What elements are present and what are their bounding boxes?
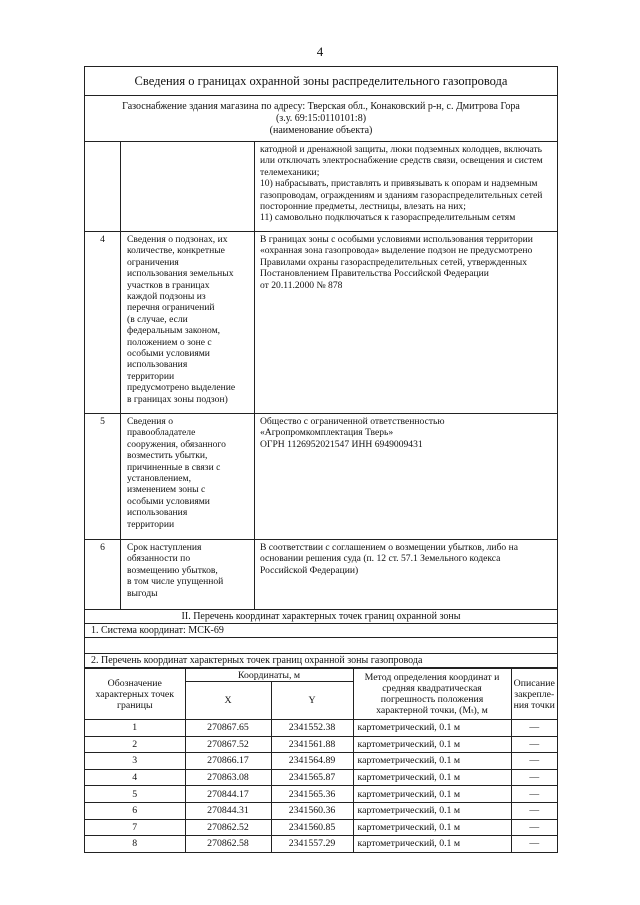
point-number: 5 bbox=[85, 786, 185, 803]
row-content-line: от 20.11.2000 № 878 bbox=[260, 279, 343, 291]
row-label-line: возмещению убытков, bbox=[127, 564, 218, 576]
point-number: 4 bbox=[85, 769, 185, 786]
coord-y: 2341565.36 bbox=[271, 786, 353, 803]
method-cell: картометрический, 0.1 м bbox=[353, 819, 511, 836]
row-label-line: установлением, bbox=[127, 473, 191, 485]
coord-y: 2341561.88 bbox=[271, 736, 353, 753]
row-number: 4 bbox=[85, 232, 121, 413]
coordinate-system: 1. Система координат: МСК-69 bbox=[85, 624, 557, 638]
info-row bbox=[85, 540, 557, 610]
head-point-line: Обозначение bbox=[107, 677, 162, 689]
document-table bbox=[84, 66, 558, 853]
row-label-line: ограничения bbox=[127, 256, 179, 268]
description-cell: — bbox=[511, 802, 557, 819]
row-label-line: в границах зоны подзон) bbox=[127, 393, 228, 405]
description-cell: — bbox=[511, 736, 557, 753]
row-content-line: «охранная зона газопровода» выделение подзон не предусмотрено bbox=[260, 245, 533, 257]
table-title: Сведения о границах охранной зоны распределительного газопровода bbox=[85, 67, 557, 96]
point-number: 6 bbox=[85, 802, 185, 819]
row-label-line: Сведения о подзонах, их bbox=[127, 234, 228, 245]
object-line: Газоснабжение здания магазина по адресу: Тверская обл., Конаковский р-н, с. Дмитрова Гора bbox=[122, 101, 520, 112]
row-label-line: использования bbox=[127, 359, 188, 371]
info-rows bbox=[85, 142, 557, 610]
coordinate-list-title: 2. Перечень координат характерных точек границ охранной зоны газопровода bbox=[85, 654, 557, 668]
head-desc-line: ния точки bbox=[513, 699, 555, 711]
row-label-line: каждой подзоны из bbox=[127, 291, 206, 303]
row-label-line: обязанности по bbox=[127, 553, 191, 565]
row-label-line: выгоды bbox=[127, 587, 158, 599]
row-content-line: В соответствии с соглашением о возмещении убытков, либо на bbox=[260, 542, 519, 553]
head-x: X bbox=[185, 682, 271, 720]
row-label-line: участков в границах bbox=[127, 279, 210, 291]
head-point bbox=[85, 669, 185, 720]
row-label-line: положением о зоне с bbox=[127, 336, 212, 348]
coord-x: 270867.52 bbox=[185, 736, 271, 753]
method-cell: картометрический, 0.1 м bbox=[353, 720, 511, 737]
coord-x: 270862.58 bbox=[185, 836, 271, 852]
coord-y: 2341560.36 bbox=[271, 802, 353, 819]
coord-x: 270863.08 bbox=[185, 769, 271, 786]
row-label bbox=[121, 540, 255, 609]
table-row bbox=[85, 736, 557, 753]
row-label bbox=[121, 232, 255, 413]
row-content-line: или отключать электроснабжение средств связи, освещения и систем bbox=[260, 155, 543, 167]
info-row bbox=[85, 142, 557, 232]
coordinates-body bbox=[85, 720, 557, 852]
row-content-line: В границах зоны с особыми условиями использования территории bbox=[260, 234, 533, 245]
head-method-line: Метод определения координат и bbox=[364, 672, 500, 683]
coord-y: 2341560.85 bbox=[271, 819, 353, 836]
row-label bbox=[121, 142, 255, 231]
head-method-line: средняя квадратическая bbox=[382, 683, 482, 694]
row-content-line: катодной и дренажной защиты, люки подземных колодцев, включать bbox=[260, 144, 543, 155]
table-row bbox=[85, 769, 557, 786]
row-content bbox=[255, 414, 557, 539]
row-label-line: использования bbox=[127, 507, 188, 519]
row-content-line: «Агропромкомплектация Тверь» bbox=[260, 427, 394, 439]
coord-x: 270866.17 bbox=[185, 753, 271, 770]
point-number: 8 bbox=[85, 836, 185, 852]
row-content-line: 11) самовольно подключаться к газораспределительным сетям bbox=[260, 212, 516, 224]
coord-x: 270844.31 bbox=[185, 802, 271, 819]
description-cell: — bbox=[511, 836, 557, 852]
method-cell: картометрический, 0.1 м bbox=[353, 736, 511, 753]
row-label-line: федеральным законом, bbox=[127, 325, 221, 337]
coord-x: 270867.65 bbox=[185, 720, 271, 737]
row-content-line: ОГРН 1126952021547 ИНН 6949009431 bbox=[260, 438, 423, 450]
row-content bbox=[255, 142, 557, 231]
head-method-line: характерной точки, (Mₜ), м bbox=[376, 705, 488, 716]
row-label-line: особыми условиями bbox=[127, 495, 210, 507]
row-content-line: Правилами охраны газораспределительных сетей, утвержденных bbox=[260, 256, 528, 268]
table-row bbox=[85, 819, 557, 836]
row-label-line: изменением зоны с bbox=[127, 484, 206, 496]
row-label-line: правообладателе bbox=[127, 427, 196, 439]
info-row bbox=[85, 414, 557, 540]
row-content-line: Российской Федерации) bbox=[260, 564, 359, 576]
row-label-line: предусмотрено выделение bbox=[127, 382, 236, 394]
row-content-line: основании решения суда (п. 12 ст. 57.1 Земельного кодекса bbox=[260, 553, 501, 565]
object-description bbox=[85, 96, 557, 142]
coordinates-table bbox=[85, 668, 557, 852]
head-y: Y bbox=[271, 682, 353, 720]
row-label-line: территории bbox=[127, 518, 175, 530]
head-method-line: погрешность положения bbox=[380, 694, 484, 705]
row-label-line: количестве, конкретные bbox=[127, 245, 225, 257]
row-content-line: Общество с ограниченной ответственностью bbox=[260, 416, 445, 427]
row-label-line: возместить убытки, bbox=[127, 450, 208, 462]
coord-x: 270862.52 bbox=[185, 819, 271, 836]
head-point-line: границы bbox=[116, 699, 153, 711]
row-number bbox=[85, 142, 121, 231]
section-ii-title: II. Перечень координат характерных точек границ охранной зоны bbox=[85, 610, 557, 624]
coord-x: 270844.17 bbox=[185, 786, 271, 803]
description-cell: — bbox=[511, 786, 557, 803]
coord-y: 2341557.29 bbox=[271, 836, 353, 852]
description-cell: — bbox=[511, 720, 557, 737]
row-content-line: Постановлением Правительства Российской Федерации bbox=[260, 268, 489, 280]
method-cell: картометрический, 0.1 м bbox=[353, 836, 511, 852]
point-number: 7 bbox=[85, 819, 185, 836]
info-row bbox=[85, 232, 557, 414]
row-label-line: сооружения, обязанного bbox=[127, 438, 226, 450]
row-content-line: посторонние предметы, лестницы, влезать на них; bbox=[260, 201, 466, 213]
head-coordinates: Координаты, м bbox=[185, 669, 353, 682]
row-number: 6 bbox=[85, 540, 121, 609]
row-label-line: особыми условиями bbox=[127, 348, 210, 360]
method-cell: картометрический, 0.1 м bbox=[353, 786, 511, 803]
spacer-row bbox=[85, 638, 557, 654]
row-content-line: 10) набрасывать, приставлять и привязывать к опорам и надземным bbox=[260, 178, 538, 190]
row-label-line: использования земельных bbox=[127, 268, 234, 280]
table-row bbox=[85, 802, 557, 819]
description-cell: — bbox=[511, 819, 557, 836]
head-desc-line: закрепле- bbox=[514, 688, 555, 700]
method-cell: картометрический, 0.1 м bbox=[353, 769, 511, 786]
row-label-line: Срок наступления bbox=[127, 542, 202, 553]
coord-y: 2341565.87 bbox=[271, 769, 353, 786]
table-row bbox=[85, 753, 557, 770]
method-cell: картометрический, 0.1 м bbox=[353, 753, 511, 770]
row-label-line: Сведения о bbox=[127, 416, 174, 427]
row-label-line: (в случае, если bbox=[127, 313, 188, 325]
page-number: 4 bbox=[316, 44, 324, 59]
table-row bbox=[85, 786, 557, 803]
head-point-line: характерных точек bbox=[95, 688, 175, 700]
row-content-line: телемеханики; bbox=[260, 166, 320, 178]
head-method bbox=[353, 669, 511, 720]
point-number: 3 bbox=[85, 753, 185, 770]
row-content bbox=[255, 232, 557, 413]
row-label-line: причиненные в связи с bbox=[127, 461, 221, 473]
head-description bbox=[511, 669, 557, 720]
row-label-line: в том числе упущенной bbox=[127, 576, 224, 588]
object-line: (наименование объекта) bbox=[269, 125, 373, 136]
object-line: (з.у. 69:15:0110101:8) bbox=[275, 113, 367, 124]
description-cell: — bbox=[511, 753, 557, 770]
table-row bbox=[85, 836, 557, 852]
row-label bbox=[121, 414, 255, 539]
row-number: 5 bbox=[85, 414, 121, 539]
row-content-line: газопроводам, ограждениям и зданиям газораспределительных сетей bbox=[260, 189, 543, 201]
row-label-line: территории bbox=[127, 370, 175, 382]
table-row bbox=[85, 720, 557, 737]
head-desc-line: Описание bbox=[513, 677, 555, 689]
coord-y: 2341552.38 bbox=[271, 720, 353, 737]
row-label-line: перечня ограничений bbox=[127, 302, 215, 314]
row-content bbox=[255, 540, 557, 609]
point-number: 2 bbox=[85, 736, 185, 753]
method-cell: картометрический, 0.1 м bbox=[353, 802, 511, 819]
coord-y: 2341564.89 bbox=[271, 753, 353, 770]
description-cell: — bbox=[511, 769, 557, 786]
point-number: 1 bbox=[85, 720, 185, 737]
